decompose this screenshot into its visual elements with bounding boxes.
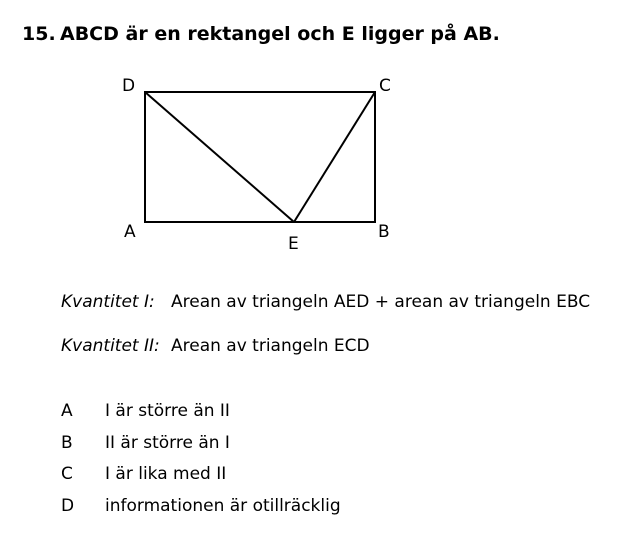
option-letter: D [61, 495, 75, 516]
vertex-label-a: A [124, 222, 136, 242]
option-text: I är större än II [105, 401, 230, 421]
option-letter: A [61, 401, 73, 421]
answer-option-d[interactable] [61, 495, 341, 527]
answer-option-c[interactable] [61, 463, 341, 495]
answer-options [61, 400, 341, 526]
vertex-label-c: C [379, 76, 391, 96]
answer-option-b[interactable] [61, 432, 341, 464]
option-letter: B [61, 432, 73, 453]
question-number: 15. [22, 23, 56, 45]
rectangle-abcd [145, 92, 375, 222]
quantity-2 [61, 335, 370, 357]
quantity-1 [61, 291, 590, 313]
segment-ce [294, 92, 375, 222]
segment-de [145, 92, 294, 222]
quantity-1-label: Kvantitet I: [61, 292, 155, 312]
point-label-e: E [288, 234, 299, 254]
vertex-label-b: B [378, 222, 390, 242]
option-text: informationen är otillräcklig [105, 495, 341, 516]
quantity-2-label: Kvantitet II: [61, 336, 160, 356]
option-text: II är större än I [105, 432, 230, 453]
answer-option-a[interactable] [61, 400, 341, 432]
vertex-label-d: D [122, 76, 136, 96]
quantity-2-text: Arean av triangeln ECD [171, 336, 370, 356]
option-letter: C [61, 464, 73, 484]
quantity-1-text: Arean av triangeln AED + arean av triangeln EBC [171, 292, 591, 312]
option-text: I är lika med II [105, 464, 227, 484]
question-text: ABCD är en rektangel och E ligger på AB. [60, 23, 500, 45]
